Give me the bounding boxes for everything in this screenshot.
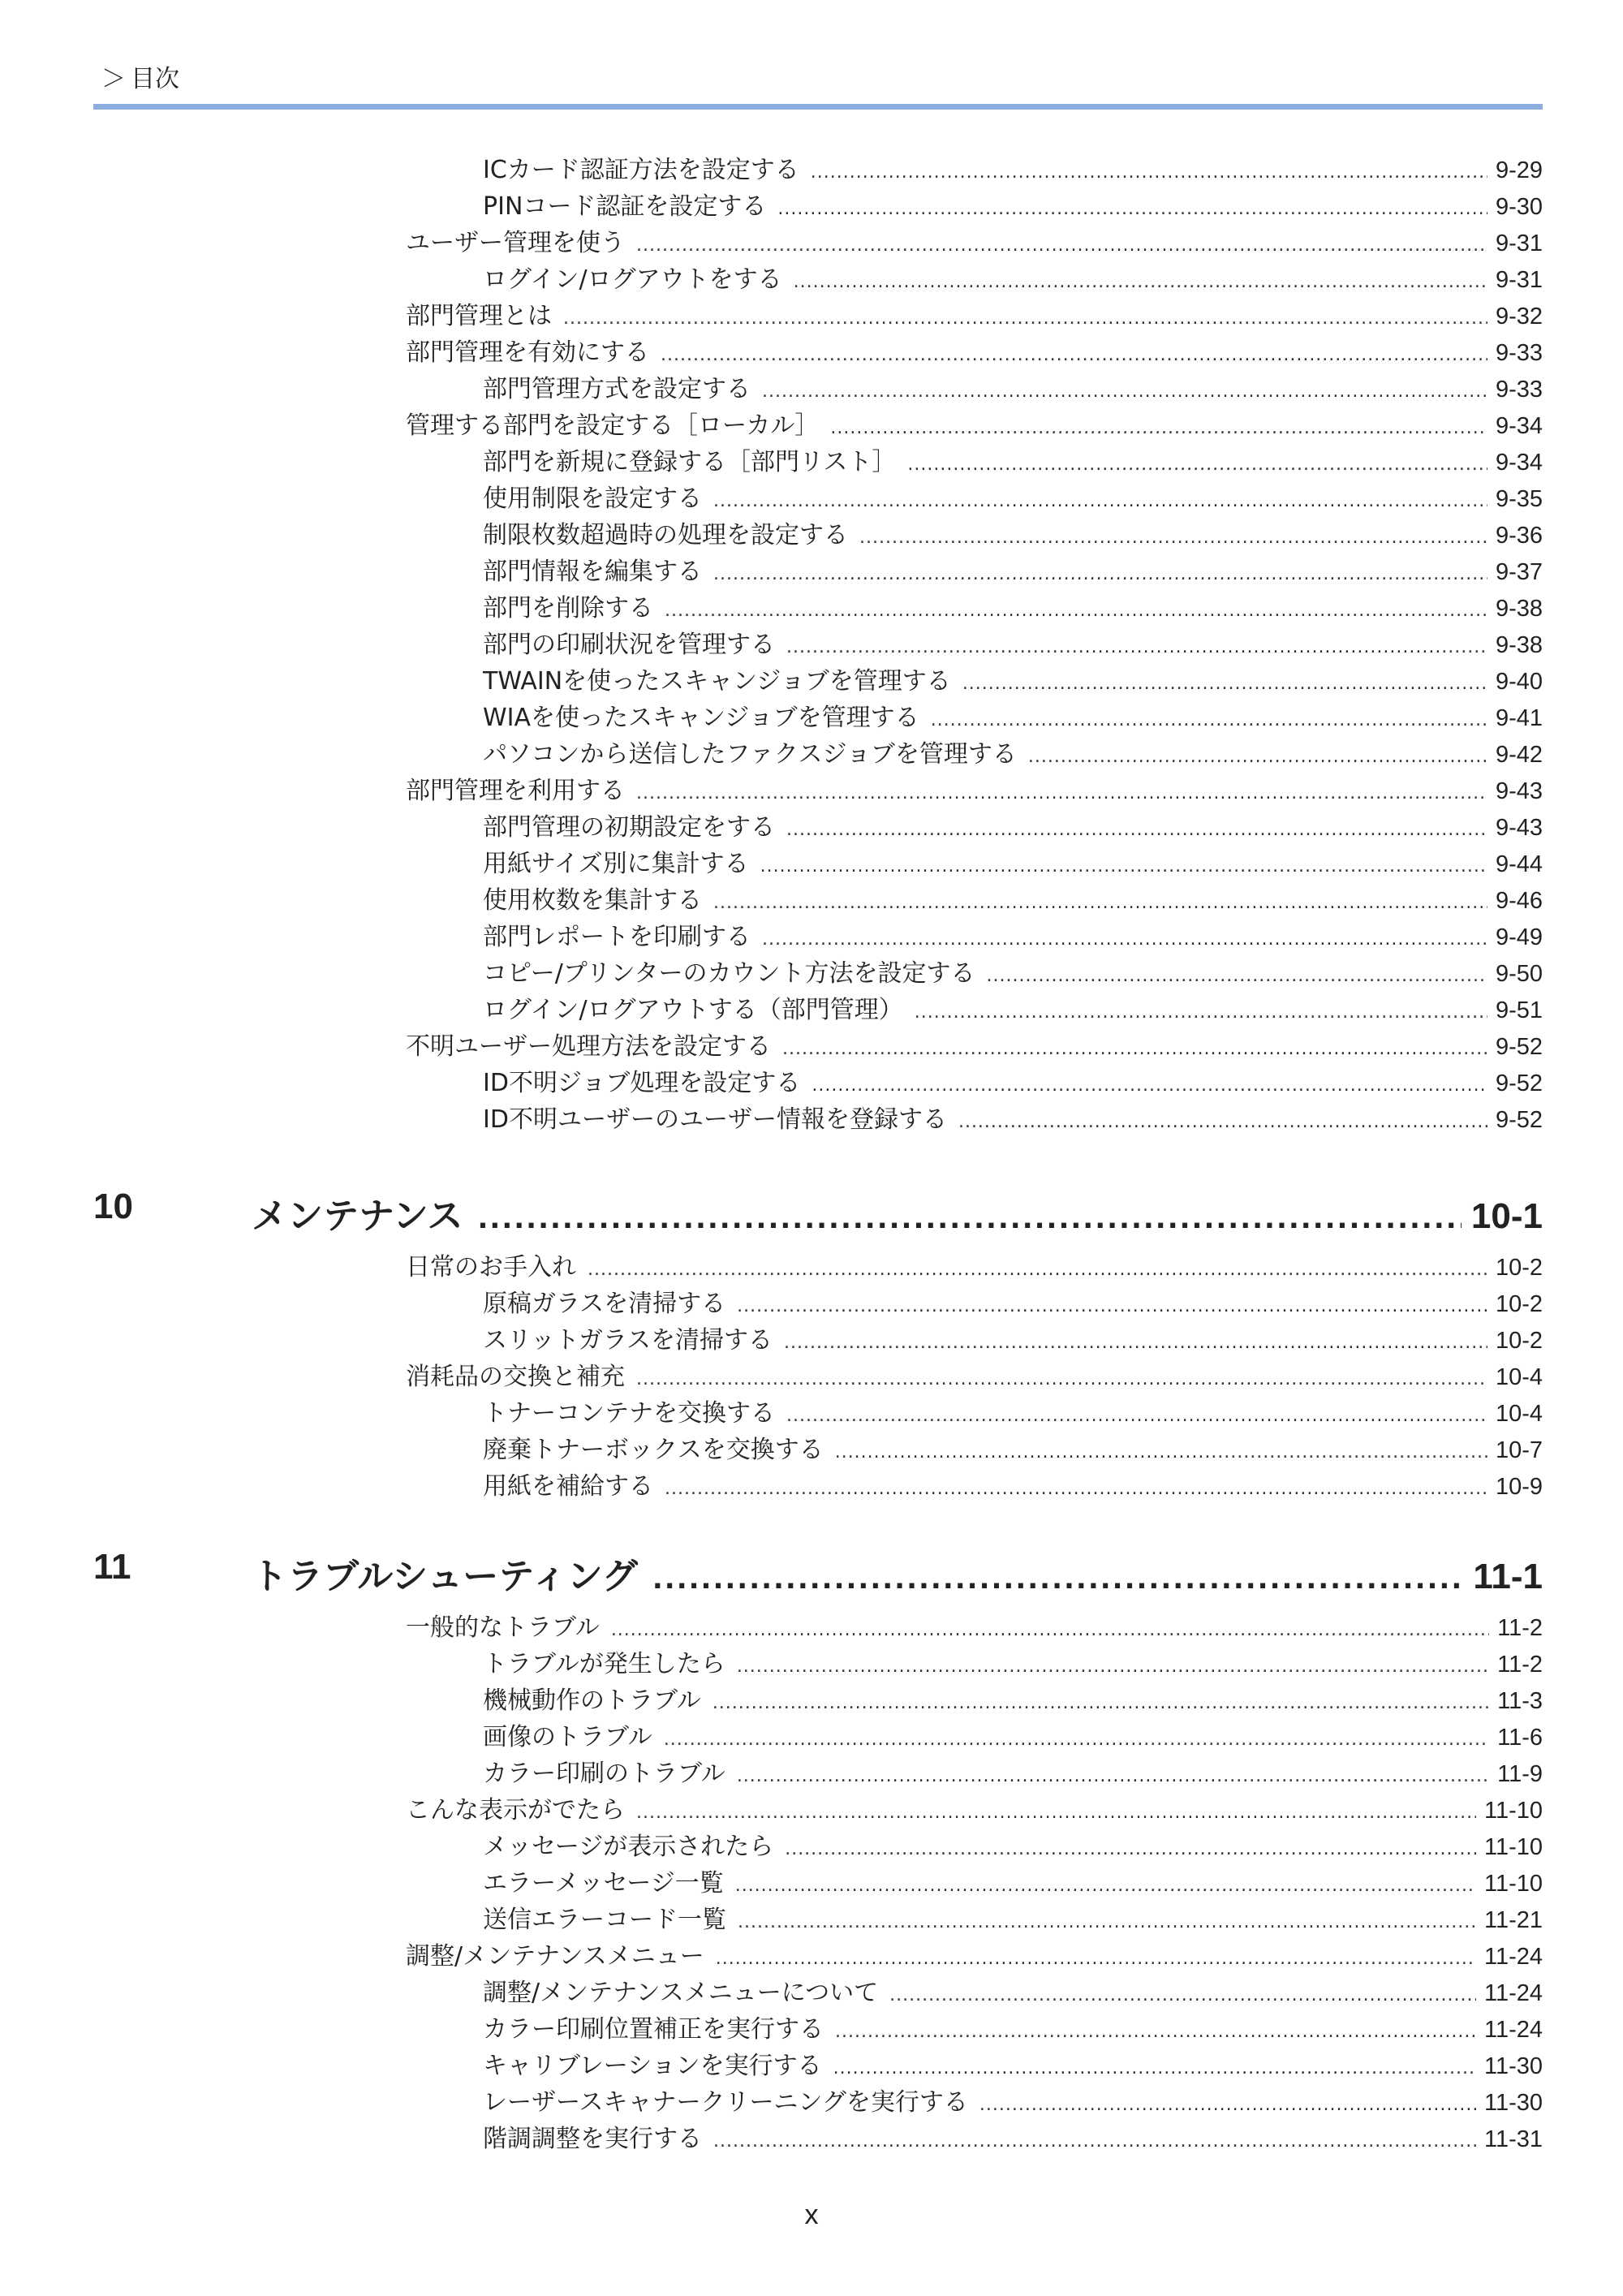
toc-entry-title: 部門を削除する bbox=[483, 594, 653, 622]
toc-entry-title: ログイン/ログアウトする（部門管理） bbox=[483, 996, 903, 1024]
toc-entry-title: ID不明ジョブ処理を設定する bbox=[483, 1069, 801, 1097]
chapter-page: 10-1 bbox=[1470, 1196, 1543, 1236]
toc-entry[interactable] bbox=[0, 624, 1543, 661]
toc-entry-title: PINコード認証を設定する bbox=[483, 192, 767, 221]
leader-dots bbox=[712, 1693, 1489, 1713]
toc-entry[interactable] bbox=[0, 661, 1543, 697]
toc-entry[interactable] bbox=[0, 186, 1543, 222]
toc-entry-title: レーザースキャナークリーニングを実行する bbox=[483, 2088, 968, 2117]
toc-entry-page: 9-34 bbox=[1495, 450, 1543, 476]
toc-entry[interactable] bbox=[0, 2118, 1543, 2155]
toc-entry-page: 9-36 bbox=[1495, 523, 1543, 549]
toc-entry[interactable] bbox=[0, 2082, 1543, 2118]
toc-entry-title: メッセージが表示されたら bbox=[483, 1833, 774, 1861]
leader-dots bbox=[762, 929, 1487, 950]
toc-entry[interactable] bbox=[0, 1026, 1543, 1062]
toc-entry[interactable] bbox=[0, 953, 1543, 989]
toc-entry-title: カラー印刷位置補正を実行する bbox=[483, 2015, 824, 2044]
toc-entry-page: 11-6 bbox=[1497, 1725, 1543, 1751]
toc-entry-title: 調整/メンテナンスメニューについて bbox=[483, 1979, 879, 2007]
chapter-title: メンテナンス bbox=[252, 1195, 463, 1237]
leader-dots bbox=[611, 1620, 1489, 1640]
toc-entry-page: 9-51 bbox=[1495, 997, 1543, 1023]
toc-entry-title: 使用制限を設定する bbox=[483, 485, 702, 513]
toc-entry-title: カラー印刷のトラブル bbox=[483, 1760, 725, 1788]
toc-entry-page: 9-50 bbox=[1495, 961, 1543, 987]
toc-entry-page: 9-31 bbox=[1495, 230, 1543, 256]
leader-dots bbox=[664, 1730, 1489, 1750]
toc-entry-title: 部門の印刷状況を管理する bbox=[483, 631, 775, 659]
toc-entry-page: 9-30 bbox=[1495, 194, 1543, 220]
chapter-heading[interactable] bbox=[0, 1547, 1543, 1599]
toc-entry[interactable] bbox=[0, 880, 1543, 916]
toc-entry[interactable] bbox=[0, 368, 1543, 405]
toc-entry-title: トラブルが発生したら bbox=[483, 1650, 725, 1678]
leader-dots bbox=[563, 308, 1487, 329]
toc-entry-page: 9-42 bbox=[1495, 742, 1543, 768]
toc-entry-page: 9-41 bbox=[1495, 705, 1543, 731]
toc-entry[interactable] bbox=[0, 1283, 1543, 1320]
leader-dots bbox=[713, 893, 1487, 913]
leader-dots bbox=[777, 199, 1487, 219]
leader-dots bbox=[665, 601, 1487, 621]
toc-entry-page: 10-7 bbox=[1495, 1437, 1543, 1463]
toc-entry-title: 部門レポートを印刷する bbox=[483, 923, 751, 951]
toc-entry-page: 10-2 bbox=[1495, 1328, 1543, 1354]
toc-entry-page: 11-10 bbox=[1483, 1834, 1543, 1860]
toc-entry-page: 9-34 bbox=[1495, 413, 1543, 439]
toc-entry[interactable] bbox=[0, 1643, 1543, 1680]
leader-dots bbox=[636, 235, 1487, 256]
toc-entry-title: 制限枚数超過時の処理を設定する bbox=[483, 521, 848, 549]
leader-dots bbox=[962, 674, 1487, 694]
leader-dots bbox=[737, 1766, 1489, 1786]
running-header-title: 目次 bbox=[131, 65, 179, 93]
toc-entry-title: 階調調整を実行する bbox=[483, 2125, 702, 2153]
toc-entry[interactable] bbox=[0, 1972, 1543, 2009]
leader-dots bbox=[782, 1039, 1487, 1059]
leader-dots bbox=[1028, 747, 1487, 767]
toc-entry[interactable] bbox=[0, 405, 1543, 442]
leader-dots bbox=[737, 1296, 1487, 1316]
toc-entry-page: 9-29 bbox=[1495, 157, 1543, 183]
toc-entry[interactable] bbox=[0, 478, 1543, 515]
toc-entry-page: 11-21 bbox=[1483, 1907, 1543, 1933]
chapter-title: トラブルシューティング bbox=[252, 1556, 638, 1597]
toc-entry-title: 部門管理とは bbox=[406, 302, 552, 330]
leader-dots bbox=[786, 820, 1487, 840]
toc-entry[interactable] bbox=[0, 1247, 1543, 1283]
toc-entry-title: 廃棄トナーボックスを交換する bbox=[483, 1436, 824, 1464]
toc-entry-title: 原稿ガラスを清掃する bbox=[483, 1290, 726, 1318]
toc-entry-page: 9-43 bbox=[1495, 815, 1543, 841]
toc-entry[interactable] bbox=[0, 1863, 1543, 1899]
toc-entry-page: 9-43 bbox=[1495, 778, 1543, 804]
toc-entry-page: 9-52 bbox=[1495, 1070, 1543, 1096]
leader-dots bbox=[835, 1442, 1487, 1462]
toc-entry[interactable] bbox=[0, 551, 1543, 588]
toc-entry-title: 送信エラーコード一覧 bbox=[483, 1906, 726, 1934]
toc-entry-title: 部門管理を有効にする bbox=[406, 338, 649, 367]
toc-entry-title: キャリブレーションを実行する bbox=[483, 2052, 822, 2080]
toc-entry-title: 一般的なトラブル bbox=[406, 1613, 600, 1642]
toc-entry-page: 11-2 bbox=[1497, 1652, 1543, 1678]
toc-entry-page: 9-40 bbox=[1495, 669, 1543, 695]
leader-dots bbox=[811, 162, 1487, 183]
toc-entry-title: トナーコンテナを交換する bbox=[483, 1399, 775, 1428]
chapter-number: 10 bbox=[93, 1187, 133, 1226]
leader-dots bbox=[979, 2095, 1476, 2115]
toc-entry-page: 10-2 bbox=[1495, 1291, 1543, 1317]
toc-entry-page: 9-46 bbox=[1495, 888, 1543, 914]
toc-entry-page: 9-33 bbox=[1495, 377, 1543, 403]
leader-dots bbox=[716, 1949, 1476, 1969]
toc-entry[interactable] bbox=[0, 1393, 1543, 1429]
toc-entry[interactable] bbox=[0, 2045, 1543, 2082]
toc-entry[interactable] bbox=[0, 442, 1543, 478]
toc-entry[interactable] bbox=[0, 1466, 1543, 1502]
toc-entry-title: スリットガラスを清掃する bbox=[483, 1326, 773, 1355]
toc-entry-page: 9-35 bbox=[1495, 486, 1543, 512]
leader-dots bbox=[794, 272, 1487, 292]
toc-entry-page: 9-37 bbox=[1495, 559, 1543, 585]
toc-entry-title: 部門情報を編集する bbox=[483, 558, 702, 586]
toc-entry-page: 9-32 bbox=[1495, 304, 1543, 330]
toc-entry-page: 11-30 bbox=[1483, 2053, 1543, 2079]
leader-dots bbox=[784, 1333, 1487, 1353]
leader-dots bbox=[713, 491, 1487, 511]
leader-dots bbox=[835, 2022, 1476, 2042]
toc-entry-title: こんな表示がでたら bbox=[406, 1796, 625, 1824]
toc-entry-page: 11-30 bbox=[1483, 2090, 1543, 2116]
toc-entry-title: WIAを使ったスキャンジョブを管理する bbox=[483, 704, 919, 732]
toc-entry-title: 不明ユーザー処理方法を設定する bbox=[406, 1032, 771, 1061]
leader-dots bbox=[661, 345, 1487, 365]
chapter-page: 11-1 bbox=[1473, 1557, 1543, 1596]
toc-entry-page: 9-52 bbox=[1495, 1034, 1543, 1060]
leader-dots bbox=[762, 381, 1487, 402]
toc-entry-title: 画像のトラブル bbox=[483, 1723, 652, 1751]
toc-entry[interactable] bbox=[0, 843, 1543, 880]
toc-entry[interactable] bbox=[0, 1356, 1543, 1393]
toc-entry[interactable] bbox=[0, 1717, 1543, 1753]
toc-entry[interactable] bbox=[0, 588, 1543, 624]
toc-entry-page: 10-4 bbox=[1495, 1401, 1543, 1427]
leader-dots bbox=[588, 1260, 1487, 1280]
leader-dots bbox=[713, 2131, 1476, 2152]
toc-entry-page: 9-52 bbox=[1495, 1107, 1543, 1133]
toc-entry-title: 管理する部門を設定する［ローカル］ bbox=[406, 411, 820, 440]
toc-entry-title: 機械動作のトラブル bbox=[483, 1686, 701, 1715]
toc-entry-title: 部門管理の初期設定をする bbox=[483, 813, 775, 842]
toc-entry-page: 11-24 bbox=[1483, 2017, 1543, 2043]
toc-entry-page: 9-33 bbox=[1495, 340, 1543, 366]
leader-dots bbox=[812, 1075, 1487, 1096]
toc-entry-page: 9-31 bbox=[1495, 267, 1543, 293]
toc-entry-title: 消耗品の交換と補充 bbox=[406, 1363, 625, 1391]
toc-entry-page: 11-10 bbox=[1483, 1798, 1543, 1824]
toc-entry-page: 10-4 bbox=[1495, 1364, 1543, 1390]
toc-entry-page: 11-24 bbox=[1483, 1980, 1543, 2006]
page-number: x bbox=[804, 2199, 819, 2230]
toc-entry[interactable] bbox=[0, 295, 1543, 332]
toc-entry-title: 用紙を補給する bbox=[483, 1472, 653, 1501]
toc-entry[interactable] bbox=[0, 1790, 1543, 1826]
toc-entry-page: 11-3 bbox=[1497, 1688, 1543, 1714]
toc-entry-title: 部門管理を利用する bbox=[406, 777, 625, 805]
toc-entry[interactable] bbox=[0, 1753, 1543, 1790]
toc-entry-page: 11-9 bbox=[1497, 1761, 1543, 1787]
leader-dots bbox=[737, 1656, 1489, 1677]
leader-dots bbox=[987, 966, 1487, 986]
toc-entry-title: ID不明ユーザーのユーザー情報を登録する bbox=[483, 1105, 947, 1134]
leader-dots bbox=[786, 637, 1487, 657]
toc-entry-page: 9-44 bbox=[1495, 851, 1543, 877]
leader-dots bbox=[652, 1563, 1464, 1596]
toc-entry[interactable] bbox=[0, 770, 1543, 807]
toc-entry[interactable] bbox=[0, 1062, 1543, 1099]
toc-entry[interactable] bbox=[0, 1936, 1543, 1972]
leader-dots bbox=[907, 454, 1487, 475]
toc-entry-title: 調整/メンテナンスメニュー bbox=[406, 1942, 704, 1971]
toc-entry[interactable] bbox=[0, 222, 1543, 259]
toc-entry-title: ログイン/ログアウトをする bbox=[483, 265, 782, 294]
toc-entry-title: ICカード認証方法を設定する bbox=[483, 156, 799, 184]
leader-dots bbox=[889, 1985, 1476, 2005]
toc-entry[interactable] bbox=[0, 1826, 1543, 1863]
leader-dots bbox=[636, 1369, 1487, 1389]
toc-entry-page: 10-9 bbox=[1495, 1474, 1543, 1500]
toc-entry[interactable] bbox=[0, 1320, 1543, 1356]
leader-dots bbox=[636, 783, 1487, 803]
toc-entry-page: 9-38 bbox=[1495, 596, 1543, 622]
leader-dots bbox=[735, 1876, 1476, 1896]
toc-entry-title: TWAINを使ったスキャンジョブを管理する bbox=[483, 667, 951, 696]
toc-entry-title: 部門管理方式を設定する bbox=[483, 375, 751, 403]
toc-entry-page: 9-49 bbox=[1495, 924, 1543, 950]
leader-dots bbox=[665, 1479, 1487, 1499]
breadcrumb-arrow-icon: ＞ bbox=[101, 65, 126, 93]
leader-dots bbox=[931, 710, 1487, 730]
toc-entry-title: 部門を新規に登録する［部門リスト］ bbox=[483, 448, 897, 476]
leader-dots bbox=[786, 1406, 1487, 1426]
toc-entry-title: パソコンから送信したファクスジョブを管理する bbox=[483, 740, 1017, 769]
chapter-heading[interactable] bbox=[0, 1187, 1543, 1238]
header-rule bbox=[93, 104, 1543, 110]
toc-entry[interactable] bbox=[0, 916, 1543, 953]
toc-entry-page: 11-2 bbox=[1497, 1615, 1543, 1641]
leader-dots bbox=[833, 2058, 1476, 2078]
toc-entry-page: 10-2 bbox=[1495, 1255, 1543, 1281]
leader-dots bbox=[738, 1912, 1476, 1932]
toc-entry-title: コピー/プリンターのカウント方法を設定する bbox=[483, 959, 975, 988]
toc-entry[interactable] bbox=[0, 149, 1543, 186]
leader-dots bbox=[713, 564, 1487, 584]
toc-entry[interactable] bbox=[0, 332, 1543, 368]
toc-entry-title: 用紙サイズ別に集計する bbox=[483, 850, 749, 878]
toc-entry[interactable] bbox=[0, 989, 1543, 1026]
leader-dots bbox=[477, 1203, 1461, 1235]
toc-entry[interactable] bbox=[0, 697, 1543, 734]
leader-dots bbox=[958, 1112, 1487, 1132]
toc-entry-page: 11-24 bbox=[1483, 1944, 1543, 1970]
toc-entry[interactable] bbox=[0, 2009, 1543, 2045]
toc-entry[interactable] bbox=[0, 259, 1543, 295]
toc-entry[interactable] bbox=[0, 1429, 1543, 1466]
toc-entry-title: 日常のお手入れ bbox=[406, 1253, 576, 1282]
toc-entry[interactable] bbox=[0, 807, 1543, 843]
chapter-number: 11 bbox=[93, 1547, 131, 1587]
toc-entry[interactable] bbox=[0, 1899, 1543, 1936]
toc-entry-page: 11-31 bbox=[1483, 2126, 1543, 2152]
leader-dots bbox=[760, 856, 1487, 877]
toc-entry-page: 9-38 bbox=[1495, 632, 1543, 658]
toc-entry[interactable] bbox=[0, 515, 1543, 551]
toc-entry-page: 11-10 bbox=[1483, 1871, 1543, 1897]
toc-entry[interactable] bbox=[0, 1607, 1543, 1643]
leader-dots bbox=[830, 418, 1487, 438]
leader-dots bbox=[859, 528, 1487, 548]
toc-entry-title: 使用枚数を集計する bbox=[483, 886, 702, 915]
toc-entry[interactable] bbox=[0, 734, 1543, 770]
toc-entry[interactable] bbox=[0, 1099, 1543, 1135]
leader-dots bbox=[915, 1002, 1487, 1023]
leader-dots bbox=[636, 1803, 1476, 1823]
running-header bbox=[101, 58, 179, 94]
toc-entry-title: ユーザー管理を使う bbox=[406, 229, 625, 257]
toc-entry[interactable] bbox=[0, 1680, 1543, 1717]
leader-dots bbox=[785, 1839, 1476, 1859]
toc-entry-title: エラーメッセージ一覧 bbox=[483, 1869, 724, 1898]
